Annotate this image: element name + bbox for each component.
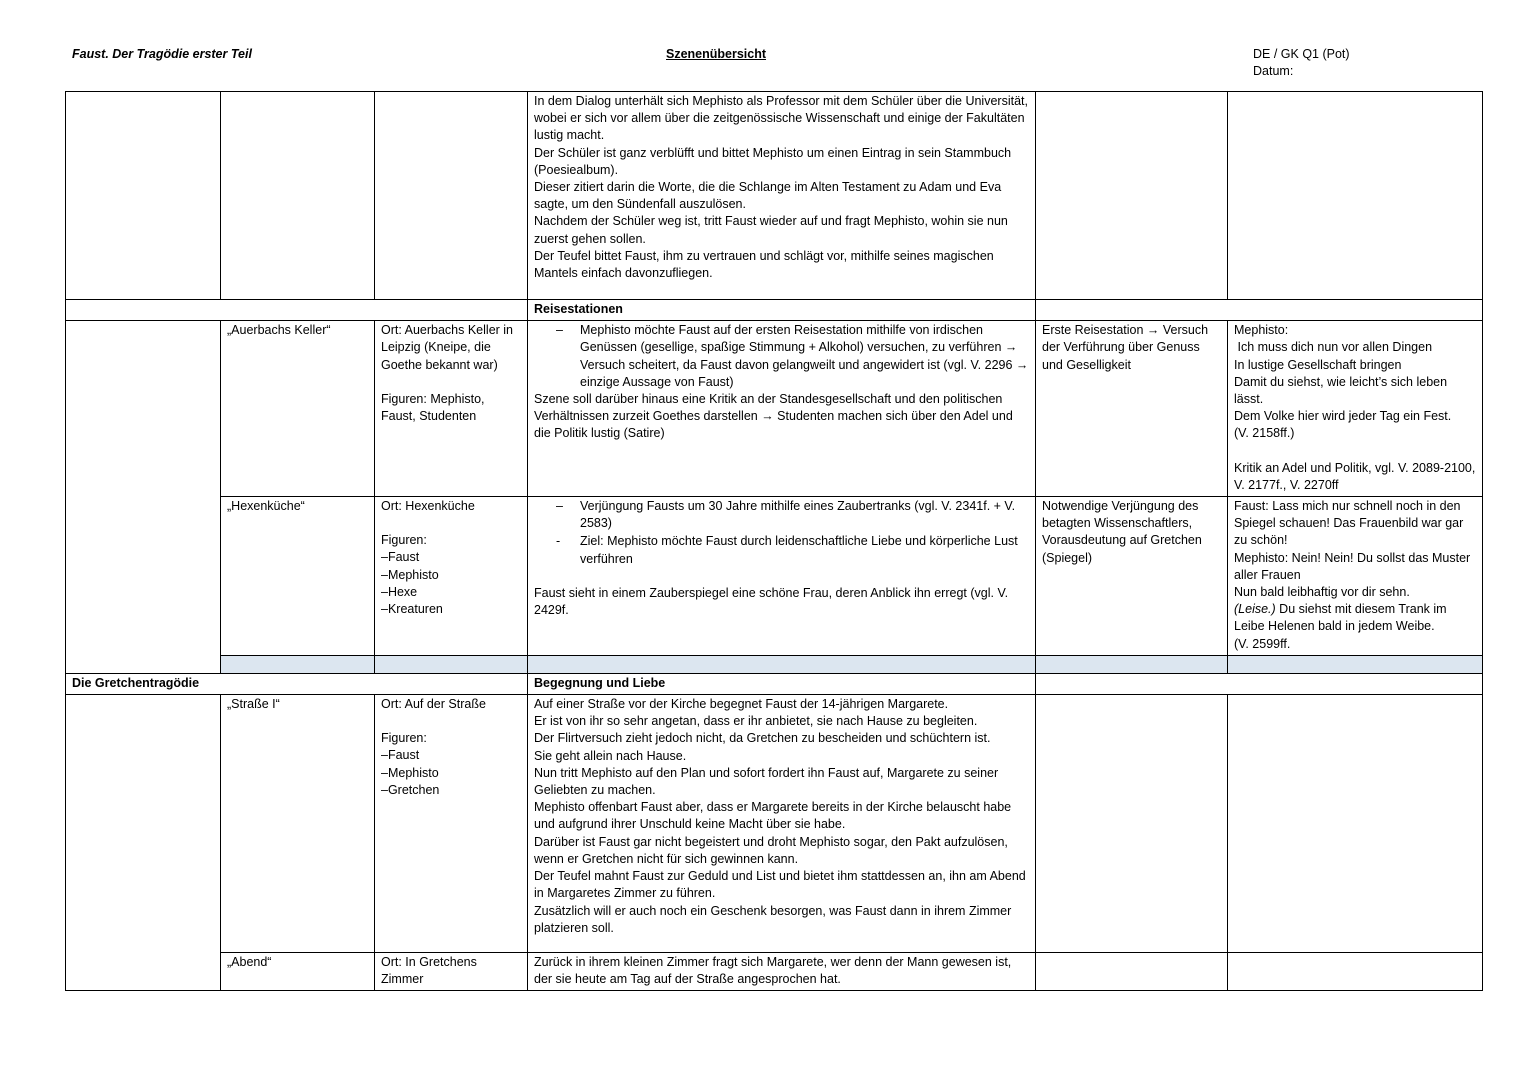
content-line: Nun tritt Mephisto auf den Plan und sofort fordert ihn Faust auf, Margarete zu seiner Geliebten zu machen.	[534, 765, 999, 798]
scene-function: Erste Reisestation → Versuch der Verführung über Genuss und Geselligkeit	[1036, 321, 1228, 497]
scene-quote	[1228, 321, 1483, 497]
course-label: DE / GK Q1 (Pot)	[1253, 47, 1350, 61]
figure-item: –Kreaturen	[381, 602, 443, 617]
table-row-hexenkueche	[66, 497, 1483, 656]
content-line: Darüber ist Faust gar nicht begeistert und droht Mephisto sogar, den Pakt aufzulösen, wenn er Gretchen nicht für sich gewinnen kann.	[534, 834, 1008, 866]
table-row-shaded	[66, 655, 1483, 673]
quote-line: Ich muss dich nun vor allen Dingen	[1234, 340, 1433, 355]
scene-name: „Auerbachs Keller“	[221, 321, 375, 497]
figure-item: –Mephisto	[381, 765, 439, 780]
quote-line: Nun bald leibhaftig vor dir sehn.	[1234, 585, 1410, 600]
figure-item: –Faust	[381, 550, 420, 565]
scene-content-cell	[528, 92, 1036, 300]
quote-line: Mephisto: Nein! Nein! Du sollst das Muster aller Frauen	[1234, 550, 1471, 582]
scene-place-figures	[375, 695, 528, 953]
date-label: Datum:	[1253, 64, 1294, 78]
content-line: In dem Dialog unterhält sich Mephisto als Professor mit dem Schüler über die Universität, wobei er sich vor allem über die zeitgenössische Wissenschaft und einige der Fakultäten lustig macht.	[534, 94, 1028, 143]
content-line: Nachdem der Schüler weg ist, tritt Faust wieder auf und fragt Mephisto, wohin sie nun zuerst gehen sollen.	[534, 214, 1008, 246]
scene-content-cell	[528, 497, 1036, 656]
scene-content-cell	[528, 321, 1036, 497]
table-row-strasse-1	[66, 695, 1483, 953]
scene-place: Ort: Auf der Straße	[381, 697, 486, 712]
table-row-abend	[66, 953, 1483, 991]
scene-quote	[1228, 497, 1483, 656]
quote-line	[1234, 601, 1476, 635]
part-title: Die Gretchentragödie	[66, 673, 528, 694]
content-line: Der Flirtversuch zieht jedoch nicht, da Gretchen zu bescheiden und schüchtern ist.	[534, 731, 991, 746]
quote-line: (V. 2158ff.)	[1234, 426, 1295, 441]
section-title: Begegnung und Liebe	[528, 673, 1036, 694]
quote-speaker: Mephisto:	[1234, 323, 1289, 338]
document-heading: Szenenübersicht	[666, 47, 767, 61]
table-row-auerbachs-keller	[66, 321, 1483, 497]
table-row-schueler	[66, 92, 1483, 300]
scene-name: „Abend“	[221, 953, 375, 991]
content-line: Der Schüler ist ganz verblüfft und bittet Mephisto um einen Eintrag in sein Stammbuch (Poesiealbum).	[534, 145, 1012, 177]
scene-place: Ort: In Gretchens Zimmer	[375, 953, 528, 991]
content-line: Der Teufel bittet Faust, ihm zu vertrauen und schlägt vor, mithilfe seines magischen Mantels einfach davonzufliegen.	[534, 248, 994, 281]
figure-item: –Faust	[381, 748, 420, 763]
figure-item: –Hexe	[381, 584, 418, 599]
section-row-reisestationen	[66, 300, 1483, 321]
scene-content-cell	[528, 695, 1036, 953]
content-line: Dieser zitiert darin die Worte, die die Schlange im Alten Testament zu Adam und Eva sagte, um den Sündenfall auszulösen.	[534, 180, 1002, 212]
scene-place-figures	[375, 497, 528, 656]
scene-figures-label: Figuren:	[381, 731, 427, 746]
scene-place: Ort: Auerbachs Keller in Leipzig (Kneipe, die Goethe bekannt war)	[381, 323, 514, 372]
content-text: Szene soll darüber hinaus eine Kritik an der Standesgesellschaft und den politischen Verhältnissen zurzeit Goethes darstellen → Studenten machen sich über den Adel und die Politik lustig (Satire)	[534, 392, 1013, 441]
scene-name: „Straße I“	[221, 695, 375, 953]
content-line: Auf einer Straße vor der Kirche begegnet Faust der 14-jährigen Margarete.	[534, 697, 949, 712]
scene-figures: Figuren: Mephisto, Faust, Studenten	[381, 391, 485, 424]
stage-direction: (Leise.)	[1234, 602, 1276, 617]
content-bullet: – Verjüngung Fausts um 30 Jahre mithilfe eines Zaubertranks (vgl. V. 2341f. + V. 2583)	[580, 498, 1029, 532]
quote-line: Damit du siehst, wie leicht’s sich leben lässt.	[1234, 374, 1448, 407]
scene-figures-label: Figuren:	[381, 533, 427, 548]
content-bullet: - Ziel: Mephisto möchte Faust durch leidenschaftliche Liebe und körperliche Lust verführen	[580, 533, 1029, 567]
figure-item: –Mephisto	[381, 567, 439, 582]
content-line: Zusätzlich will er auch noch ein Geschenk besorgen, was Faust dann in ihrem Zimmer platzieren soll.	[534, 903, 1012, 935]
content-line: Er ist von ihr so sehr angetan, dass er ihr anbietet, sie nach Hause zu begleiten.	[534, 714, 978, 729]
section-title: Reisestationen	[528, 300, 1036, 321]
content-bullet: – Mephisto möchte Faust auf der ersten Reisestation mithilfe von irdischen Genüssen (gesellige, spaßige Stimmung + Alkohol) versuchen, zu verführen → Versuch scheitert, da Faust davon gelangweilt und angewidert ist (vgl. V. 2296 → einzige Aussage von Faust)	[580, 322, 1029, 391]
document-title: Faust. Der Tragödie erster Teil	[72, 47, 252, 61]
quote-reference: (V. 2599ff.	[1234, 636, 1291, 651]
quote-line: In lustige Gesellschaft bringen	[1234, 357, 1402, 372]
quote-text: Du siehst mit diesem Trank im Leibe Helenen bald in jedem Weibe.	[1234, 602, 1447, 634]
content-text: Faust sieht in einem Zauberspiegel eine schöne Frau, deren Anblick ihn erregt (vgl. V. 2429f.	[534, 585, 1009, 618]
quote-line: Faust: Lass mich nur schnell noch in den Spiegel schauen! Das Frauenbild war gar zu schön!	[1234, 499, 1464, 548]
scene-place: Ort: Hexenküche	[381, 499, 475, 514]
content-line: Sie geht allein nach Hause.	[534, 748, 687, 763]
content-line: Der Teufel mahnt Faust zur Geduld und List und bietet ihm stattdessen an, ihn am Abend in Margaretes Zimmer zu führen.	[534, 869, 1026, 901]
scene-overview-table	[65, 91, 1483, 991]
scene-place-figures	[375, 321, 528, 497]
scene-function: Notwendige Verjüngung des betagten Wissenschaftlers, Vorausdeutung auf Gretchen (Spiegel)	[1036, 497, 1228, 656]
course-info	[1253, 46, 1350, 80]
content-line: Mephisto offenbart Faust aber, dass er Margarete bereits in der Kirche belauscht habe und aufgrund ihrer Unschuld keine Macht über sie habe.	[534, 800, 1012, 832]
section-row-gretchentragoedie	[66, 673, 1483, 694]
scene-content-cell: Zurück in ihrem kleinen Zimmer fragt sich Margarete, wer denn der Mann gewesen ist, der sie heute am Tag auf der Straße angesprochen hat.	[528, 953, 1036, 991]
figure-item: –Gretchen	[381, 782, 440, 797]
quote-note: Kritik an Adel und Politik, vgl. V. 2089-2100, V. 2177f., V. 2270ff	[1234, 460, 1476, 492]
scene-name: „Hexenküche“	[221, 497, 375, 656]
quote-line: Dem Volke hier wird jeder Tag ein Fest.	[1234, 409, 1452, 424]
